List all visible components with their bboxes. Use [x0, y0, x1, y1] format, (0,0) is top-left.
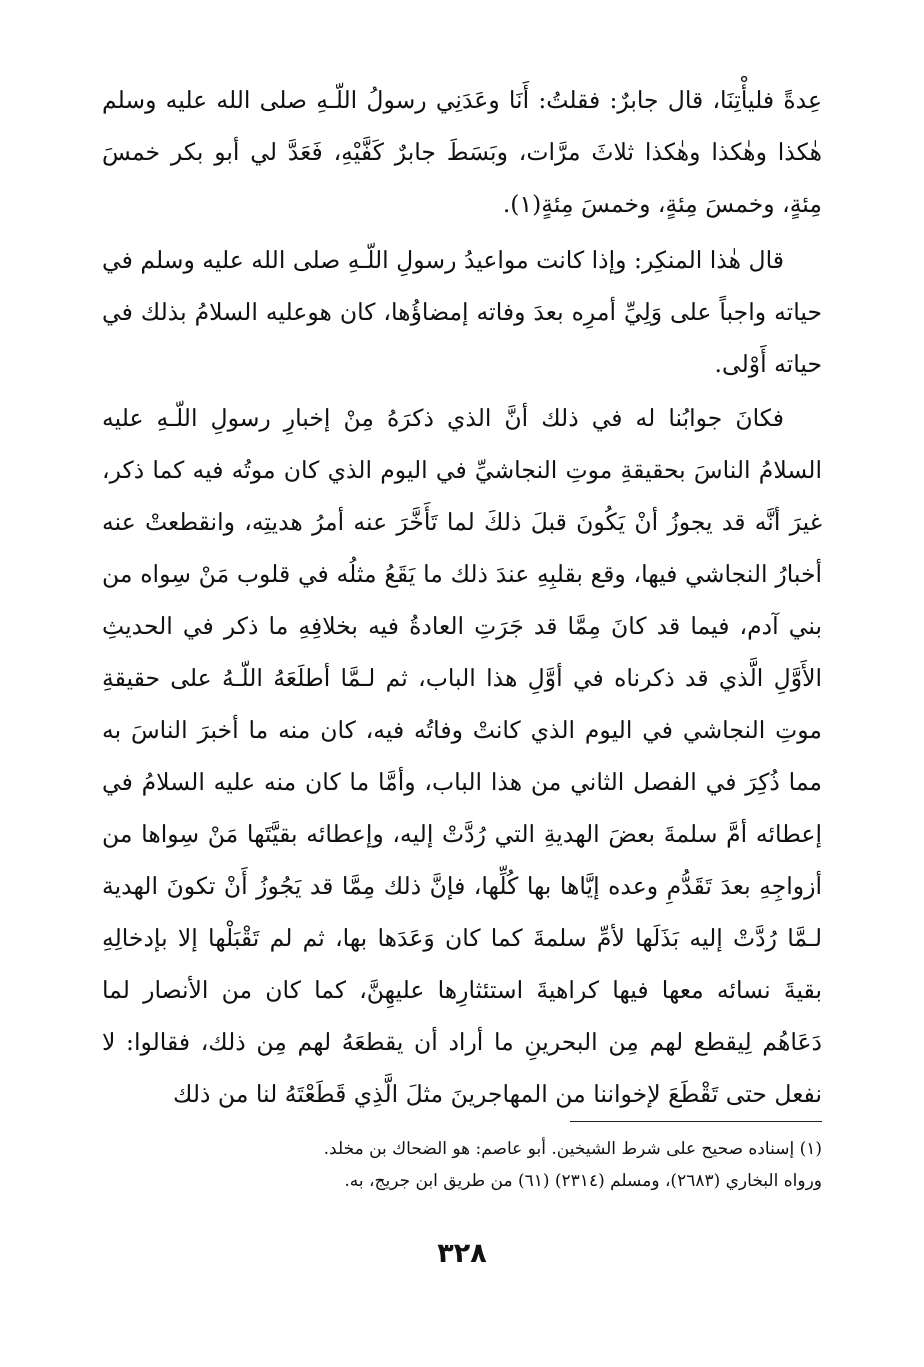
- paragraph-3-text: فكانَ جوابُنا له في ذلك أنَّ الذي ذكرَهُ مِنْ إخبارِ رسولِ اللّـهِ عليه السلامُ الناسَ بحقيقةِ موتِ النجاشيِّ في اليوم الذي كان موتُه فيه كما ذكر، غيرَ أنَّه قد يجوزُ أنْ يَكُونَ قبلَ ذلكَ لما تَأَخَّرَ عنه أمرُ هديتِه، وانقطعتْ عنه أخبارُ النجاشي فيها، وقع بقلبِهِ عندَ ذلك ما يَقَعُ مثلُه في قلوب مَنْ سِواه من بني آدم، فيما قد كانَ مِمَّا قد جَرَتِ العادةُ فيه بخلافِهِ ما ذكر في الحديثِ الأَوَّلِ الَّذي قد ذكرناه في أوَّلِ هذا الباب، ثم لـمَّا أطلَعَهُ اللّـهُ على حقيقةِ موتِ النجاشي في اليوم الذي كانتْ وفاتُه فيه، كان منه ما أخبرَ الناسَ به مما ذُكِرَ في الفصل الثاني من هذا الباب، وأمَّا ما كان منه عليه السلامُ في إعطائه أمَّ سلمةَ بعضَ الهديةِ التي رُدَّتْ إليه، وإعطائه بقيَّتَها مَنْ سِواها من أزواجِهِ بعدَ تَقَدُّمِ وعده إيَّاها بها كُلِّها، فإنَّ ذلك مِمَّا قد يَجُوزُ أَنْ تكونَ الهدية لـمَّا رُدَّتْ إليه بَذَلَها لأمِّ سلمةَ كما كان وَعَدَها بها، ثم لم تَقْبَلْها إلا بإدخالِهِ بقيةَ نسائه معها فيها كراهيةَ استئثارِها عليهِنَّ، كما كان من الأنصار لما دَعَاهُم لِيقطع لهم مِن البحرينِ ما أراد أن يقطعَهُ لهم مِن ذلك، فقالوا: لا نفعل حتى تَقْطَعَ لإخواننا من المهاجرينَ مثلَ الَّذِي قَطَعْتَهُ لنا من ذلك: [102, 404, 822, 1108]
- paragraph-2-text: قال هٰذا المنكِر: وإذا كانت مواعيدُ رسولِ اللّـهِ صلى الله عليه وسلم في حياته واجباً على وَلِيِّ أمرِه بعدَ وفاته إمضاؤُها، كان هوعليه السلامُ بذلك في حياته أَوْلى.: [102, 246, 822, 378]
- footnote-1: (١) إسناده صحيح على شرط الشيخين. أبو عاصم: هو الضحاك بن مخلد.: [323, 1139, 822, 1159]
- footnote-1-continuation: ورواه البخاري (٢٦٨٣)، ومسلم (٢٣١٤) (٦١) من طريق ابن جريج، به.: [344, 1171, 822, 1191]
- paragraph-1: عِدةً فليأْتِنَا، قال جابرٌ: فقلتُ: أَنَا وعَدَنِي رسولُ اللّـهِ صلى الله عليه وسلم هٰكذا وهٰكذا وهٰكذا ثلاثَ مرَّات، وبَسَطَ جابرٌ كَفَّيْهِ، فَعَدَّ لي أبو بكر خمسَ مِئةٍ، وخمسَ مِئةٍ، وخمسَ مِئةٍ(١).: [102, 86, 822, 218]
- paragraph-2: [102, 234, 822, 390]
- footnote-separator: [570, 1121, 822, 1122]
- footnotes: [102, 1133, 822, 1197]
- paragraph-3: [102, 392, 822, 1120]
- page-number: ٣٢٨: [437, 1238, 487, 1269]
